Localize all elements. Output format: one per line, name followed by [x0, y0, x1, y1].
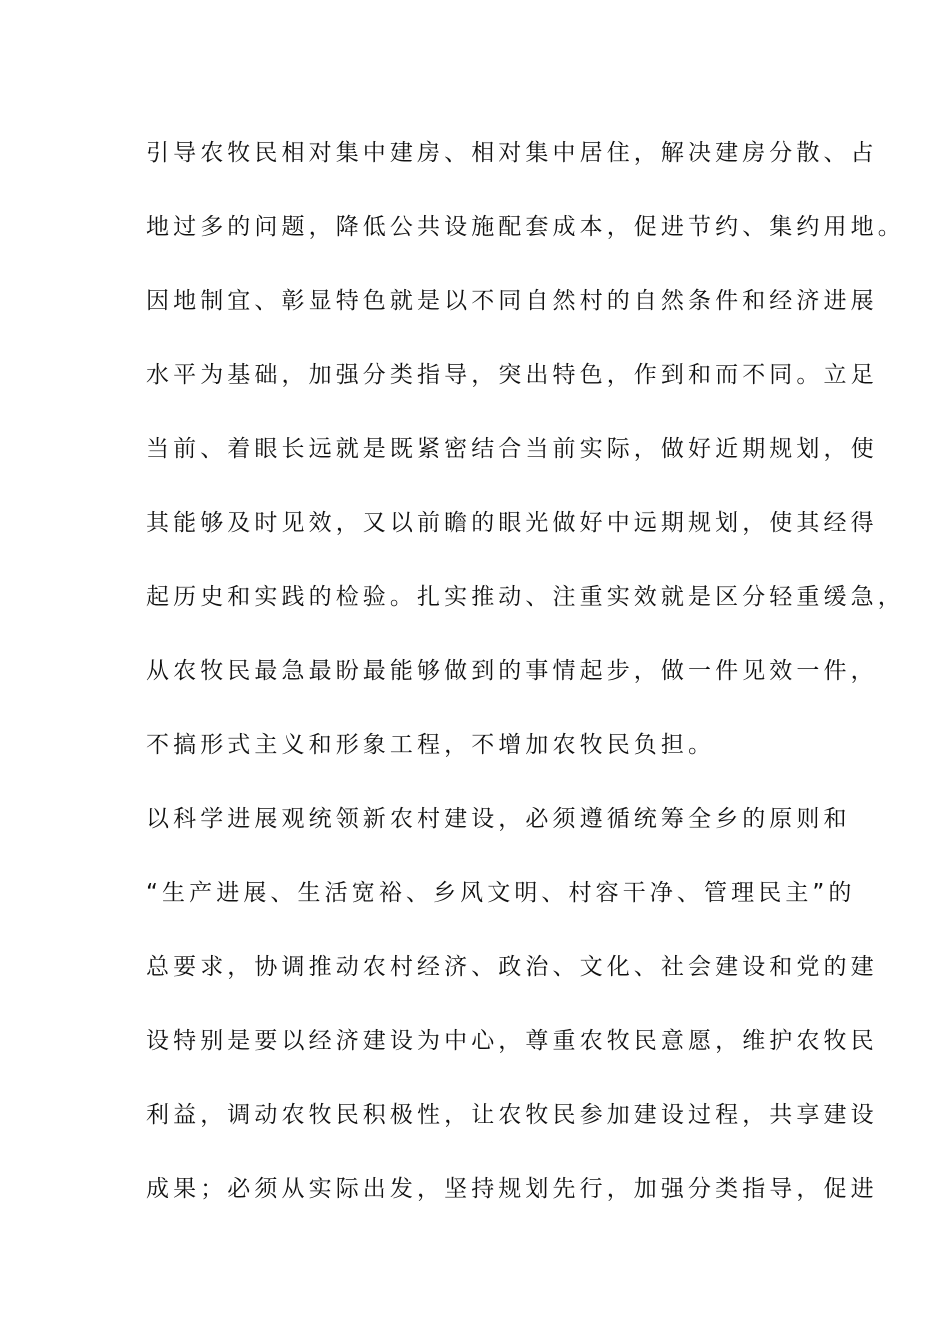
text-line: 设特别是要以经济建设为中心，尊重农牧民意愿，维护农牧民: [146, 1028, 878, 1054]
text-line: 其能够及时见效，又以前瞻的眼光做好中远期规划，使其经得: [146, 510, 878, 536]
text-line: 从农牧民最急最盼最能够做到的事情起步，做一件见效一件，: [146, 658, 878, 684]
text-line: 总要求，协调推动农村经济、政治、文化、社会建设和党的建: [146, 954, 878, 980]
text-line: “生产进展、生活宽裕、乡风文明、村容干净、管理民主”的: [146, 880, 856, 906]
text-line: 地过多的问题，降低公共设施配套成本，促进节约、集约用地。: [146, 214, 905, 240]
text-line: 以科学进展观统领新农村建设，必须遵循统筹全乡的原则和: [146, 806, 851, 832]
text-line: 当前、着眼长远就是既紧密结合当前实际，做好近期规划，使: [146, 436, 878, 462]
text-line: 利益，调动农牧民积极性，让农牧民参加建设过程，共享建设: [146, 1102, 878, 1128]
text-line: 因地制宜、彰显特色就是以不同自然村的自然条件和经济进展: [146, 288, 878, 314]
text-line: 成果；必须从实际出发，坚持规划先行，加强分类指导，促进: [146, 1176, 878, 1202]
text-line: 水平为基础，加强分类指导，突出特色，作到和而不同。立足: [146, 362, 878, 388]
text-line: 引导农牧民相对集中建房、相对集中居住，解决建房分散、占: [146, 140, 878, 166]
text-line: 不搞形式主义和形象工程，不增加农牧民负担。: [146, 732, 716, 758]
text-line: 起历史和实践的检验。扎实推动、注重实效就是区分轻重缓急，: [146, 584, 905, 610]
